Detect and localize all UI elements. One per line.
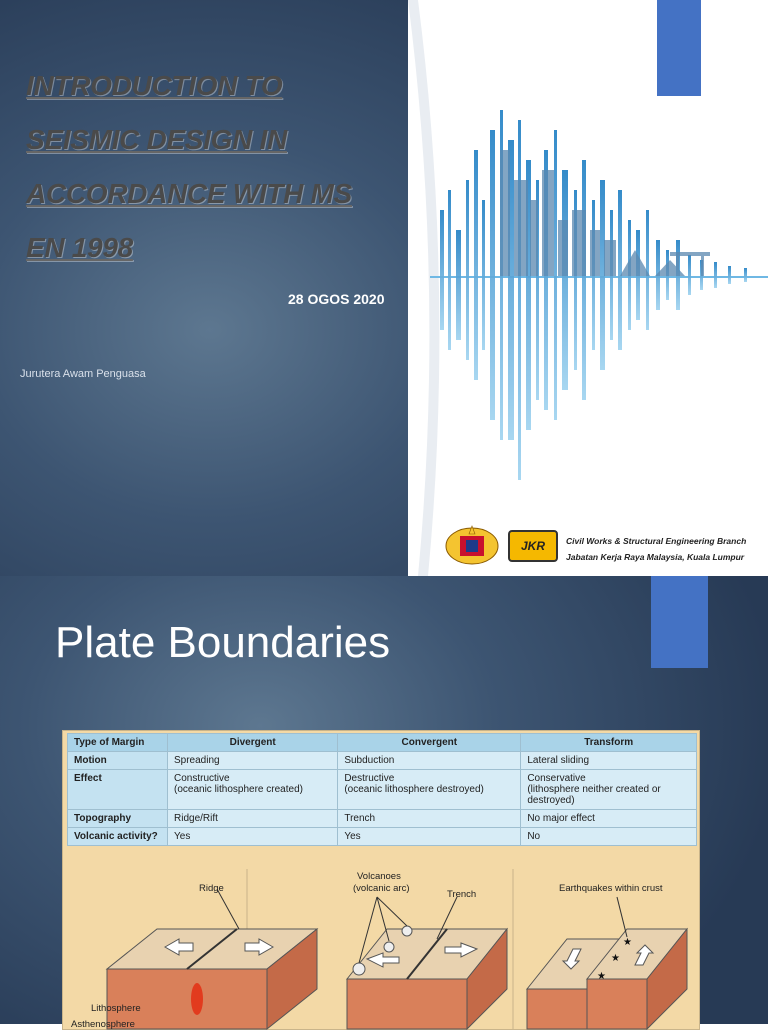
table-cell: No major effect [521, 810, 697, 828]
table-cell: Destructive (oceanic lithosphere destroyed) [338, 770, 521, 810]
slide-title: Plate Boundaries [55, 618, 391, 667]
presenter-role: Jurutera Awam Penguasa [20, 368, 146, 380]
table-row [68, 752, 697, 770]
label-asthenosphere: Asthenosphere [71, 1019, 135, 1030]
table-cell: Constructive (oceanic lithosphere created) [168, 770, 338, 810]
title-line-3: ACCORDANCE WITH MS [26, 178, 352, 209]
org-department-name: Jabatan Kerja Raya Malaysia, Kuala Lumpur [566, 552, 745, 562]
accent-bar [657, 0, 701, 96]
label-lithosphere: Lithosphere [91, 1003, 141, 1014]
row-label: Volcanic activity? [68, 828, 168, 846]
plate-boundaries-figure [62, 730, 700, 1030]
seismic-skyline-image [430, 90, 768, 490]
table-cell: Lateral sliding [521, 752, 697, 770]
slide-plate-boundaries [0, 576, 768, 1030]
table-header: Transform [521, 734, 697, 752]
table-row [68, 810, 697, 828]
org-branch-name: Civil Works & Structural Engineering Branch [566, 536, 747, 546]
title-line-4: EN 1998 [26, 232, 133, 263]
title-line-1: INTRODUCTION TO [26, 70, 283, 101]
table-cell: Spreading [168, 752, 338, 770]
table-cell: Yes [168, 828, 338, 846]
plate-margin-table [67, 733, 697, 846]
row-label: Motion [68, 752, 168, 770]
row-label: Topography [68, 810, 168, 828]
table-cell: Ridge/Rift [168, 810, 338, 828]
table-cell: No [521, 828, 697, 846]
convergent-diagram [347, 897, 507, 1029]
label-volcanic-arc: (volcanic arc) [353, 883, 410, 894]
table-header: Convergent [338, 734, 521, 752]
title-line-2: SEISMIC DESIGN IN [26, 124, 287, 155]
label-trench: Trench [447, 889, 477, 900]
table-row [68, 770, 697, 810]
svg-text:★: ★ [611, 953, 620, 964]
table-header: Type of Margin [68, 734, 168, 752]
presentation-date: 28 OGOS 2020 [288, 291, 385, 307]
svg-text:★: ★ [623, 937, 632, 948]
boundary-diagrams [67, 869, 697, 1029]
table-cell: Conservative (lithosphere neither created or destroyed) [521, 770, 697, 810]
label-earthquakes: Earthquakes within crust [559, 883, 663, 894]
row-label: Effect [68, 770, 168, 810]
jkr-logo: JKR [508, 530, 558, 562]
label-volcanoes: Volcanoes [357, 871, 401, 882]
svg-text:★: ★ [597, 971, 606, 982]
presentation-title [26, 64, 426, 280]
malaysia-coat-of-arms-logo [442, 524, 502, 566]
accent-bar [651, 576, 708, 668]
transform-diagram [527, 897, 687, 1029]
table-header: Divergent [168, 734, 338, 752]
label-ridge: Ridge [199, 883, 224, 894]
table-cell: Yes [338, 828, 521, 846]
table-cell: Trench [338, 810, 521, 828]
table-cell: Subduction [338, 752, 521, 770]
table-row [68, 828, 697, 846]
